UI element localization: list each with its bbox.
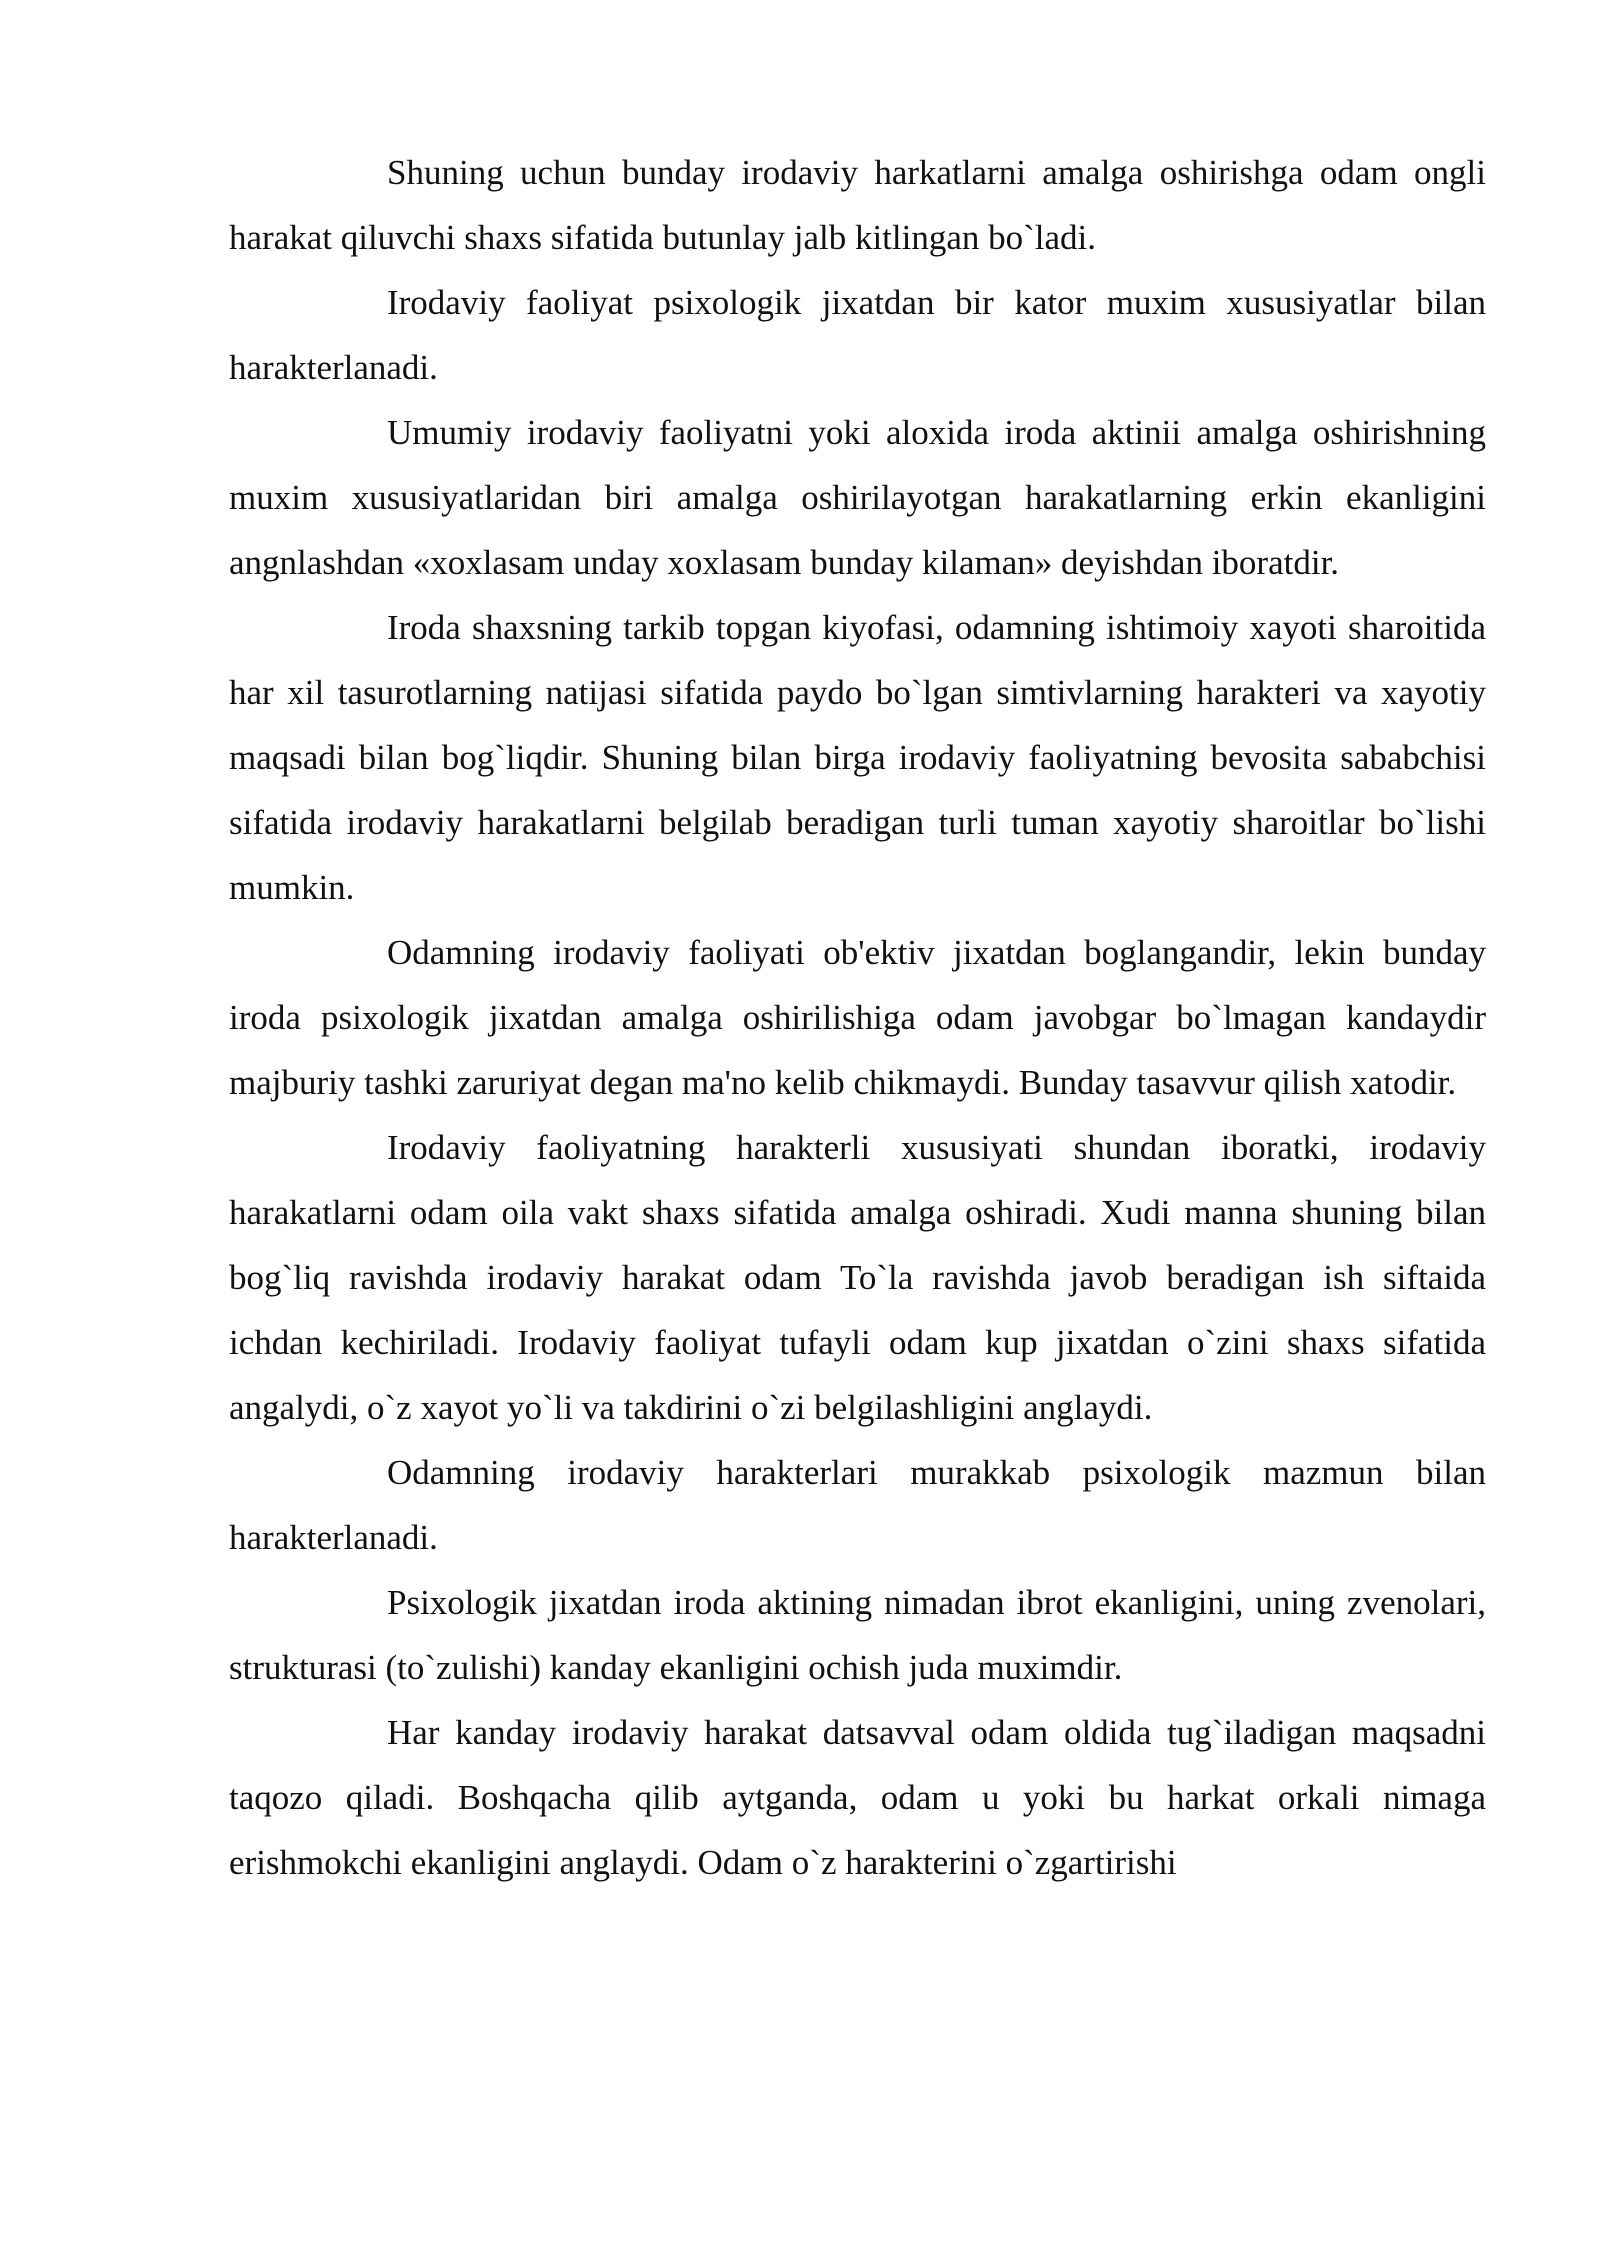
paragraph-7: Odamning irodaviy harakterlari murakkab psixologik mazmun bilan harakterlanadi. bbox=[229, 1453, 1486, 1557]
paragraph-9: Har kanday irodaviy harakat datsavval odam oldida tug`iladigan maqsadni taqozo qiladi. Boshqacha qilib aytganda, odam u yoki bu harkat orkali nimaga erishmokchi ekanligini anglaydi. Odam o`z harakterini o`zgartirishi bbox=[229, 1713, 1486, 1882]
paragraph-4: Iroda shaxsning tarkib topgan kiyofasi, odamning ishtimoiy xayoti sharoitida har xil tasurotlarning natijasi sifatida paydo bo`lgan simtivlarning harakteri va xayotiy maqsadi bilan bog`liqdir. Shuning bilan birga irodaviy faoliyatning bevosita sababchisi sifatida irodaviy harakatlarni belgilab beradigan turli tuman xayotiy sharoitlar bo`lishi mumkin. bbox=[229, 608, 1486, 907]
paragraph-3: Umumiy irodaviy faoliyatni yoki aloxida iroda aktinii amalga oshirishning muxim xususiyatlaridan biri amalga oshirilayotgan harakatlarning erkin ekanligini angnlashdan «xoxlasam unday xoxlasam bunday kilaman» deyishdan iboratdir. bbox=[229, 413, 1486, 582]
document-body bbox=[229, 140, 1486, 1895]
paragraph-5: Odamning irodaviy faoliyati ob'ektiv jixatdan boglangandir, lekin bunday iroda psixologik jixatdan amalga oshirilishiga odam javobgar bo`lmagan kandaydir majburiy tashki zaruriyat degan ma'no kelib chikmaydi. Bunday tasavvur qilish xatodir. bbox=[229, 933, 1486, 1102]
paragraph-6: Irodaviy faoliyatning harakterli xususiyati shundan iboratki, irodaviy harakatlarni odam oila vakt shaxs sifatida amalga oshiradi. Xudi manna shuning bilan bog`liq ravishda irodaviy harakat odam To`la ravishda javob beradigan ish siftaida ichdan kechiriladi. Irodaviy faoliyat tufayli odam kup jixatdan o`zini shaxs sifatida angalydi, o`z xayot yo`li va takdirini o`zi belgilashligini anglaydi. bbox=[229, 1128, 1486, 1427]
paragraph-2: Irodaviy faoliyat psixologik jixatdan bir kator muxim xususiyatlar bilan harakterlanadi. bbox=[229, 283, 1486, 387]
paragraph-8: Psixologik jixatdan iroda aktining nimadan ibrot ekanligini, uning zvenolari, strukturasi (to`zulishi) kanday ekanligini ochish juda muximdir. bbox=[229, 1583, 1486, 1687]
paragraph-1: Shuning uchun bunday irodaviy harkatlarni amalga oshirishga odam ongli harakat qiluvchi shaxs sifatida butunlay jalb kitlingan bo`ladi. bbox=[229, 153, 1486, 257]
